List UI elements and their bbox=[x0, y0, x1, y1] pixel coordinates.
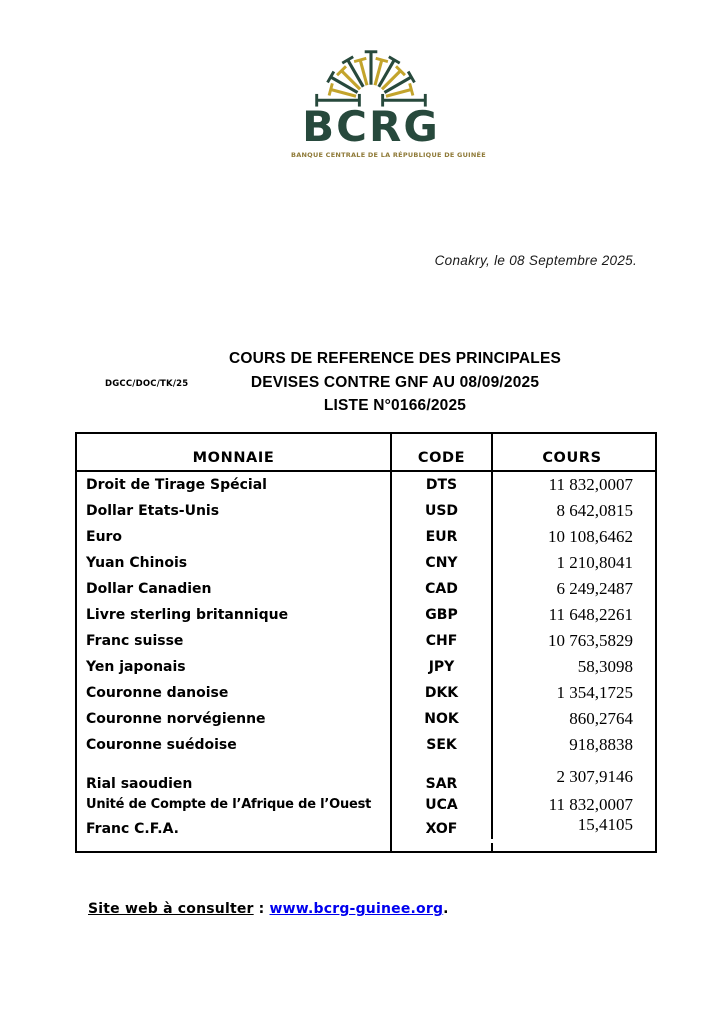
table-row bbox=[77, 602, 655, 628]
currency-name-cell: Unité de Compte de l’Afrique de l’Ouest bbox=[86, 797, 372, 812]
exchange-rate-cell: 860,2764 bbox=[491, 706, 651, 732]
currency-code-cell: NOK bbox=[390, 706, 491, 732]
website-note bbox=[88, 901, 449, 917]
currency-name-cell: Couronne suédoise bbox=[86, 737, 237, 753]
table-row bbox=[77, 524, 655, 550]
currency-code-cell: XOF bbox=[390, 815, 491, 843]
currency-code-cell: SAR bbox=[390, 758, 491, 794]
currency-code-cell: CNY bbox=[390, 550, 491, 576]
date-line: Conakry, le 08 Septembre 2025. bbox=[434, 253, 637, 268]
currency-name-cell: Couronne danoise bbox=[86, 685, 229, 701]
website-separator: : bbox=[258, 901, 265, 917]
table-header-row bbox=[77, 434, 655, 472]
table-row bbox=[77, 498, 655, 524]
website-link[interactable]: www.bcrg-guinee.org bbox=[269, 901, 444, 917]
bcrg-logo bbox=[291, 44, 486, 159]
currency-name-cell: Franc C.F.A. bbox=[86, 821, 179, 837]
currency-code-cell: CAD bbox=[390, 576, 491, 602]
currency-name-cell: Livre sterling britannique bbox=[86, 607, 289, 623]
exchange-rate-cell: 58,3098 bbox=[491, 654, 651, 680]
exchange-rate-cell: 8 642,0815 bbox=[491, 498, 651, 524]
exchange-rate-cell: 11 648,2261 bbox=[491, 602, 651, 628]
exchange-rate-cell: 918,8838 bbox=[491, 732, 651, 758]
table-row bbox=[77, 680, 655, 706]
currency-name-cell: Yen japonais bbox=[86, 659, 186, 675]
header-monnaie: MONNAIE bbox=[192, 450, 275, 466]
exchange-rate-cell: 11 832,0007 bbox=[491, 794, 651, 815]
table-row bbox=[77, 550, 655, 576]
currency-code-cell: UCA bbox=[390, 794, 491, 815]
currency-code-cell: USD bbox=[390, 498, 491, 524]
logo-rays-icon bbox=[301, 44, 441, 108]
currency-code-cell: EUR bbox=[390, 524, 491, 550]
exchange-rate-cell: 10 108,6462 bbox=[491, 524, 651, 550]
table-row bbox=[77, 472, 655, 498]
exchange-rate-cell: 11 832,0007 bbox=[491, 472, 651, 498]
reference-code: DGCC/DOC/TK/25 bbox=[105, 379, 189, 389]
table-row bbox=[77, 706, 655, 732]
exchange-rate-cell: 15,4105 bbox=[491, 811, 651, 839]
exchange-rate-cell: 1 354,1725 bbox=[491, 680, 651, 706]
table-row bbox=[77, 654, 655, 680]
exchange-rate-cell: 1 210,8041 bbox=[491, 550, 651, 576]
currency-code-cell: CHF bbox=[390, 628, 491, 654]
logo-acronym: BCRG bbox=[302, 102, 440, 151]
currency-name-cell: Dollar Etats-Unis bbox=[86, 503, 220, 519]
title-line-3: LISTE N°0166/2025 bbox=[323, 397, 467, 414]
table-spacer-row bbox=[77, 843, 655, 851]
table-row bbox=[77, 732, 655, 758]
title-line-1: COURS DE REFERENCE DES PRINCIPALES bbox=[228, 350, 562, 367]
website-label: Site web à consulter bbox=[88, 901, 254, 917]
header-code: CODE bbox=[390, 434, 491, 470]
currency-code-cell: SEK bbox=[390, 732, 491, 758]
document-title bbox=[66, 347, 724, 418]
currency-name-cell: Franc suisse bbox=[86, 633, 184, 649]
table-row bbox=[77, 758, 655, 794]
currency-code-cell: DKK bbox=[390, 680, 491, 706]
currency-name-cell: Euro bbox=[86, 529, 123, 545]
currency-name-cell: Droit de Tirage Spécial bbox=[86, 477, 267, 493]
currency-code-cell: DTS bbox=[390, 472, 491, 498]
table-row bbox=[77, 576, 655, 602]
currency-code-cell: GBP bbox=[390, 602, 491, 628]
website-period: . bbox=[443, 901, 449, 917]
currency-name-cell: Couronne norvégienne bbox=[86, 711, 266, 727]
currency-name-cell: Rial saoudien bbox=[86, 776, 193, 792]
exchange-rate-cell: 2 307,9146 bbox=[491, 758, 651, 794]
logo-tagline: BANQUE CENTRALE DE LA RÉPUBLIQUE DE GUINÉE bbox=[291, 151, 486, 159]
currency-name-cell: Yuan Chinois bbox=[86, 555, 188, 571]
rates-table bbox=[75, 432, 657, 853]
header-cours: COURS bbox=[491, 434, 651, 470]
exchange-rate-cell: 10 763,5829 bbox=[491, 628, 651, 654]
table-row bbox=[77, 628, 655, 654]
currency-code-cell: JPY bbox=[390, 654, 491, 680]
exchange-rate-cell: 6 249,2487 bbox=[491, 576, 651, 602]
currency-name-cell: Dollar Canadien bbox=[86, 581, 212, 597]
title-line-2: DEVISES CONTRE GNF AU 08/09/2025 bbox=[250, 373, 540, 391]
table-row bbox=[77, 815, 655, 843]
